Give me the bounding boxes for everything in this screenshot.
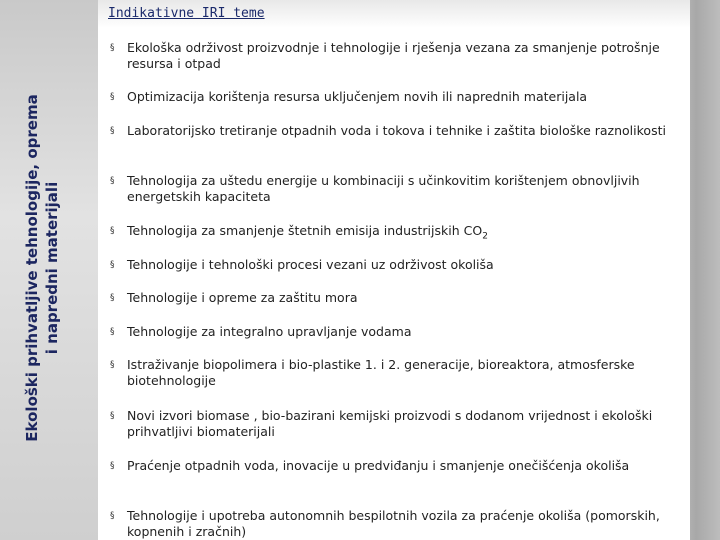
- bullet-marker: §: [110, 327, 115, 337]
- bullet-marker: §: [110, 92, 115, 102]
- bullet-marker: §: [110, 260, 115, 270]
- list-item: [108, 508, 668, 540]
- side-title: [22, 58, 62, 478]
- list-item: [108, 458, 668, 474]
- list-item-text: Ekološka održivost proizvodnje i tehnologije i rješenja vezana za smanjenje potrošnje resursa i otpad: [127, 40, 660, 71]
- bullet-marker: §: [110, 461, 115, 471]
- list-item: [108, 223, 668, 245]
- page-title: Indikativne IRI teme: [108, 6, 265, 21]
- bullet-marker: §: [110, 226, 115, 236]
- bullet-marker: §: [110, 126, 115, 136]
- list-item: [108, 123, 668, 139]
- list-item-text: Praćenje otpadnih voda, inovacije u predviđanju i smanjenje onečišćenja okoliša: [127, 458, 630, 473]
- list-item: [108, 357, 668, 389]
- bullet-marker: §: [110, 511, 115, 521]
- list-item: [108, 290, 668, 306]
- list-item-text: Tehnologije za integralno upravljanje vodama: [127, 324, 412, 339]
- list-item-text: Laboratorijsko tretiranje otpadnih voda i tokova i tehnike i zaštita biološke raznolikosti: [127, 123, 666, 138]
- list-item-text: Tehnologije i opreme za zaštitu mora: [127, 290, 358, 305]
- bullet-marker: §: [110, 43, 115, 53]
- list-item-text: Istraživanje biopolimera i bio-plastike 1. i 2. generacije, bioreaktora, atmosferske biotehnologije: [127, 357, 635, 388]
- list-item-text: Tehnologije i upotreba autonomnih bespilotnih vozila za praćenje okoliša (pomorskih, kopnenih i zračnih): [127, 508, 660, 539]
- list-item: [108, 173, 668, 205]
- list-item: [108, 257, 668, 273]
- co2-subscript: 2: [482, 231, 488, 242]
- list-item-text: Tehnologije i tehnološki procesi vezani uz održivost okoliša: [127, 257, 494, 272]
- bullet-marker: §: [110, 293, 115, 303]
- list-item: [108, 89, 668, 105]
- list-item-text: Novi izvori biomase , bio-bazirani kemijski proizvodi s dodanom vrijednost i ekološki prihvatljivi biomaterijali: [127, 408, 653, 439]
- list-item: [108, 408, 668, 440]
- bullet-marker: §: [110, 411, 115, 421]
- side-title-line2: i napredni materijali: [43, 181, 61, 355]
- list-item-text: Optimizacija korištenja resursa uključenjem novih ili naprednih materijala: [127, 89, 588, 104]
- list-item-text: Tehnologija za smanjenje štetnih emisija industrijskih CO: [127, 223, 483, 238]
- list-item: [108, 40, 668, 72]
- list-item-text: Tehnologija za uštedu energije u kombinaciji s učinkovitim korištenjem obnovljivih energetskih kapaciteta: [127, 173, 640, 204]
- list-item: [108, 324, 668, 340]
- bullet-marker: §: [110, 360, 115, 370]
- bullet-marker: §: [110, 176, 115, 186]
- side-title-line1: Ekološki prihvatljive tehnologije, oprema: [23, 94, 41, 442]
